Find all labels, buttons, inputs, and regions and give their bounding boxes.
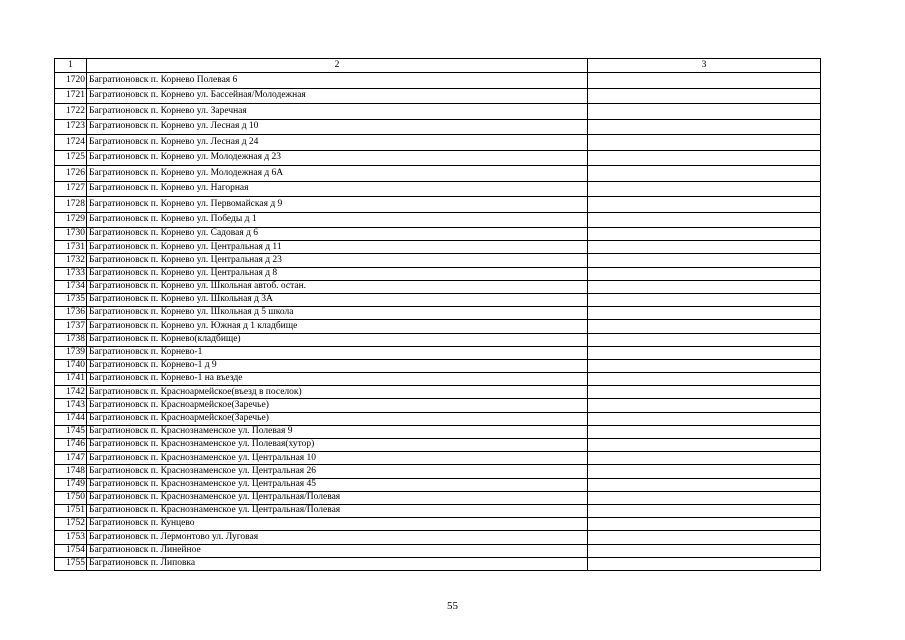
table-row xyxy=(55,135,821,151)
address-cell: Багратионовск п. Краснознаменское ул. Центральная 10 xyxy=(87,452,588,465)
col3-cell xyxy=(588,399,821,412)
address-cell: Багратионовск п. Корнево Полевая 6 xyxy=(87,73,588,89)
col3-cell xyxy=(588,518,821,531)
col3-cell xyxy=(588,557,821,570)
row-number-cell: 1743 xyxy=(55,399,87,412)
row-number-cell: 1730 xyxy=(55,228,87,241)
row-number-cell: 1755 xyxy=(55,557,87,570)
row-number-cell: 1729 xyxy=(55,212,87,228)
table-row xyxy=(55,241,821,254)
col3-cell xyxy=(588,531,821,544)
address-cell: Багратионовск п. Линейное xyxy=(87,544,588,557)
row-number-cell: 1739 xyxy=(55,346,87,359)
address-cell: Багратионовск п. Корнево ул. Победы д 1 xyxy=(87,212,588,228)
col3-cell xyxy=(588,135,821,151)
row-number-cell: 1723 xyxy=(55,119,87,135)
table-row xyxy=(55,465,821,478)
table-row xyxy=(55,293,821,306)
table-row xyxy=(55,439,821,452)
header-row xyxy=(55,59,821,73)
row-number-cell: 1732 xyxy=(55,254,87,267)
row-number-cell: 1748 xyxy=(55,465,87,478)
row-number-cell: 1749 xyxy=(55,478,87,491)
address-cell: Багратионовск п. Корнево ул. Бассейная/Молодежная xyxy=(87,88,588,104)
table-row xyxy=(55,491,821,504)
row-number-cell: 1736 xyxy=(55,307,87,320)
row-number-cell: 1721 xyxy=(55,88,87,104)
row-number-cell: 1724 xyxy=(55,135,87,151)
table-row xyxy=(55,346,821,359)
col3-cell xyxy=(588,333,821,346)
table-row xyxy=(55,73,821,89)
address-cell: Багратионовск п. Корнево ул. Садовая д 6 xyxy=(87,228,588,241)
row-number-cell: 1731 xyxy=(55,241,87,254)
table-row xyxy=(55,399,821,412)
address-cell: Багратионовск п. Корнево-1 д 9 xyxy=(87,359,588,372)
table-row xyxy=(55,518,821,531)
header-col-1: 1 xyxy=(55,59,87,73)
row-number-cell: 1727 xyxy=(55,181,87,197)
address-cell: Багратионовск п. Корнево ул. Южная д 1 кладбище xyxy=(87,320,588,333)
col3-cell xyxy=(588,425,821,438)
table-row xyxy=(55,504,821,517)
table-row xyxy=(55,307,821,320)
address-cell: Багратионовск п. Краснознаменское ул. Полевая(хутор) xyxy=(87,439,588,452)
table-row xyxy=(55,267,821,280)
address-cell: Багратионовск п. Лермонтово ул. Луговая xyxy=(87,531,588,544)
col3-cell xyxy=(588,346,821,359)
col3-cell xyxy=(588,228,821,241)
address-cell: Багратионовск п. Красноармейское(въезд в поселок) xyxy=(87,386,588,399)
row-number-cell: 1752 xyxy=(55,518,87,531)
address-cell: Багратионовск п. Краснознаменское ул. Центральная 26 xyxy=(87,465,588,478)
table-row xyxy=(55,104,821,120)
row-number-cell: 1742 xyxy=(55,386,87,399)
col3-cell xyxy=(588,197,821,213)
col3-cell xyxy=(588,241,821,254)
row-number-cell: 1737 xyxy=(55,320,87,333)
address-cell: Багратионовск п. Красноармейское(Заречье) xyxy=(87,412,588,425)
address-cell: Багратионовск п. Корнево-1 на въезде xyxy=(87,373,588,386)
col3-cell xyxy=(588,88,821,104)
table-row xyxy=(55,88,821,104)
col3-cell xyxy=(588,359,821,372)
col3-cell xyxy=(588,320,821,333)
address-cell: Багратионовск п. Краснознаменское ул. Центральная 45 xyxy=(87,478,588,491)
row-number-cell: 1738 xyxy=(55,333,87,346)
page-number: 55 xyxy=(447,600,458,612)
row-number-cell: 1744 xyxy=(55,412,87,425)
col3-cell xyxy=(588,439,821,452)
address-cell: Багратионовск п. Краснознаменское ул. Полевая 9 xyxy=(87,425,588,438)
row-number-cell: 1751 xyxy=(55,504,87,517)
row-number-cell: 1733 xyxy=(55,267,87,280)
row-number-cell: 1728 xyxy=(55,197,87,213)
row-number-cell: 1722 xyxy=(55,104,87,120)
table-row xyxy=(55,359,821,372)
table-row xyxy=(55,333,821,346)
col3-cell xyxy=(588,412,821,425)
row-number-cell: 1734 xyxy=(55,280,87,293)
table-row xyxy=(55,320,821,333)
address-table xyxy=(54,58,821,571)
address-cell: Багратионовск п. Корнево ул. Молодежная д 23 xyxy=(87,150,588,166)
table-row xyxy=(55,452,821,465)
address-cell: Багратионовск п. Корнево ул. Центральная д 8 xyxy=(87,267,588,280)
table-row xyxy=(55,386,821,399)
row-number-cell: 1720 xyxy=(55,73,87,89)
address-cell: Багратионовск п. Красноармейское(Заречье) xyxy=(87,399,588,412)
address-cell: Багратионовск п. Корнево-1 xyxy=(87,346,588,359)
table-row xyxy=(55,119,821,135)
col3-cell xyxy=(588,119,821,135)
header-col-3: 3 xyxy=(588,59,821,73)
col3-cell xyxy=(588,267,821,280)
address-cell: Багратионовск п. Корнево ул. Первомайская д 9 xyxy=(87,197,588,213)
address-cell: Багратионовск п. Краснознаменское ул. Центральная/Полевая xyxy=(87,491,588,504)
table-row xyxy=(55,197,821,213)
address-cell: Багратионовск п. Корнево ул. Школьная д 3А xyxy=(87,293,588,306)
table-body xyxy=(55,73,821,571)
table-row xyxy=(55,150,821,166)
col3-cell xyxy=(588,181,821,197)
col3-cell xyxy=(588,465,821,478)
col3-cell xyxy=(588,280,821,293)
row-number-cell: 1726 xyxy=(55,166,87,182)
row-number-cell: 1747 xyxy=(55,452,87,465)
row-number-cell: 1740 xyxy=(55,359,87,372)
table-row xyxy=(55,373,821,386)
table-row xyxy=(55,254,821,267)
row-number-cell: 1754 xyxy=(55,544,87,557)
col3-cell xyxy=(588,150,821,166)
col3-cell xyxy=(588,544,821,557)
address-cell: Багратионовск п. Корнево ул. Молодежная д 6А xyxy=(87,166,588,182)
address-cell: Багратионовск п. Корнево(кладбище) xyxy=(87,333,588,346)
row-number-cell: 1746 xyxy=(55,439,87,452)
row-number-cell: 1735 xyxy=(55,293,87,306)
table-row xyxy=(55,166,821,182)
col3-cell xyxy=(588,504,821,517)
address-cell: Багратионовск п. Корнево ул. Школьная автоб. остан. xyxy=(87,280,588,293)
table-row xyxy=(55,280,821,293)
table-row xyxy=(55,425,821,438)
table-row xyxy=(55,412,821,425)
address-cell: Багратионовск п. Корнево ул. Заречная xyxy=(87,104,588,120)
table-row xyxy=(55,557,821,570)
row-number-cell: 1725 xyxy=(55,150,87,166)
col3-cell xyxy=(588,212,821,228)
address-cell: Багратионовск п. Корнево ул. Центральная д 11 xyxy=(87,241,588,254)
address-cell: Багратионовск п. Корнево ул. Лесная д 10 xyxy=(87,119,588,135)
col3-cell xyxy=(588,293,821,306)
address-cell: Багратионовск п. Липовка xyxy=(87,557,588,570)
col3-cell xyxy=(588,491,821,504)
table-row xyxy=(55,181,821,197)
col3-cell xyxy=(588,104,821,120)
address-cell: Багратионовск п. Корнево ул. Школьная д 5 школа xyxy=(87,307,588,320)
row-number-cell: 1745 xyxy=(55,425,87,438)
table-row xyxy=(55,531,821,544)
col3-cell xyxy=(588,254,821,267)
table-row xyxy=(55,478,821,491)
address-cell: Багратионовск п. Краснознаменское ул. Центральная/Полевая xyxy=(87,504,588,517)
address-cell: Багратионовск п. Корнево ул. Нагорная xyxy=(87,181,588,197)
table-row xyxy=(55,544,821,557)
address-cell: Багратионовск п. Кунцево xyxy=(87,518,588,531)
table-row xyxy=(55,228,821,241)
col3-cell xyxy=(588,166,821,182)
col3-cell xyxy=(588,478,821,491)
row-number-cell: 1753 xyxy=(55,531,87,544)
header-col-2: 2 xyxy=(87,59,588,73)
col3-cell xyxy=(588,386,821,399)
row-number-cell: 1750 xyxy=(55,491,87,504)
address-cell: Багратионовск п. Корнево ул. Центральная д 23 xyxy=(87,254,588,267)
row-number-cell: 1741 xyxy=(55,373,87,386)
table-row xyxy=(55,212,821,228)
col3-cell xyxy=(588,307,821,320)
col3-cell xyxy=(588,373,821,386)
col3-cell xyxy=(588,73,821,89)
col3-cell xyxy=(588,452,821,465)
address-cell: Багратионовск п. Корнево ул. Лесная д 24 xyxy=(87,135,588,151)
